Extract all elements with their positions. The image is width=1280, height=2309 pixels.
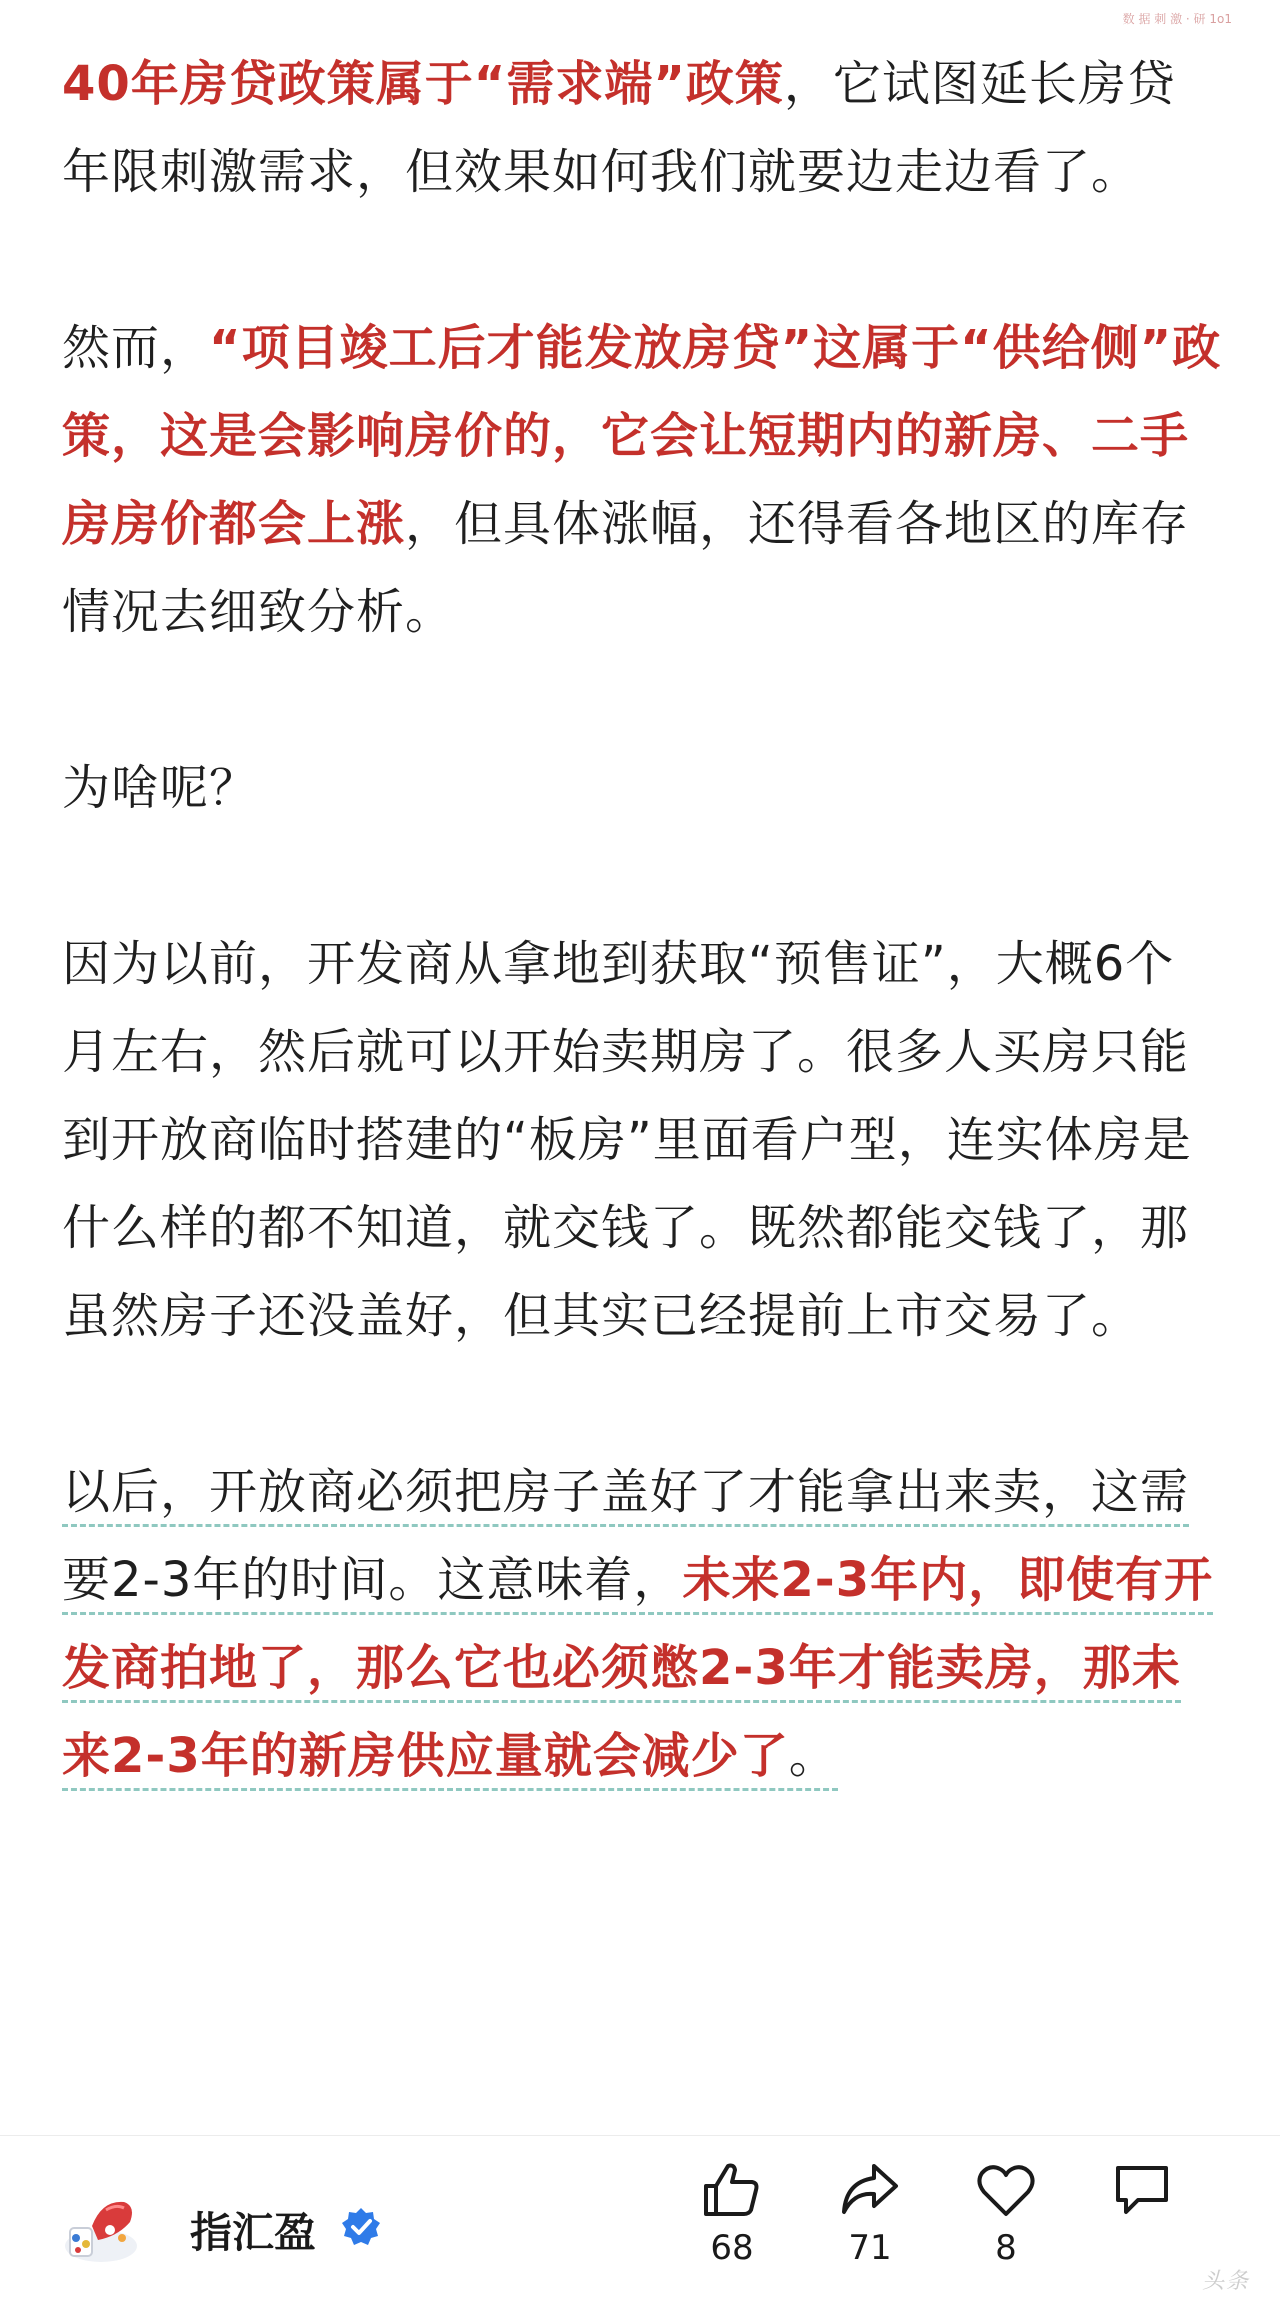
paragraph-text: ，它试图延长房贷年限刺激需求，但效果如何我们就要边走边看了。 (62, 56, 1176, 200)
share-icon (838, 2160, 902, 2220)
comment-button[interactable] (1092, 2160, 1192, 2228)
comment-icon (1110, 2160, 1174, 2220)
author-name[interactable]: 指汇盈 (190, 2208, 317, 2257)
heart-icon (974, 2160, 1038, 2220)
highlight-text: 40年房贷政策属于“需求端”政策 (62, 56, 784, 112)
footer-divider (0, 2135, 1280, 2136)
watermark-bottom: 头条 (1201, 2269, 1250, 2294)
article-body (62, 40, 1222, 1800)
like-button[interactable] (682, 2160, 782, 2268)
favorite-button[interactable] (956, 2160, 1056, 2268)
highlight-text: 未来2-3年内，即使有开发商拍地了，那么它也必须憋2-3年才能卖房，那未来2-3年的新房供应量就会减少了 (62, 1552, 1214, 1784)
paragraph-4: 因为以前，开发商从拿地到获取“预售证”，大概6个月左右，然后就可以开始卖期房了。很多人买房只能到开放商临时搭建的“板房”里面看户型，连实体房是什么样的都不知道，就交钱了。既然都能交钱了，那虽然房子还没盖好，但其实已经提前上市交易了。 (62, 936, 1192, 1344)
paragraph-text: 以后，开放商必须把房子盖好了才能拿出来卖，这需要2-3年的时间。这意味着， (62, 1464, 1190, 1608)
verified-badge-icon (340, 2206, 382, 2248)
share-button[interactable] (820, 2160, 920, 2268)
paragraph-5 (62, 1448, 1222, 1800)
thumbs-up-icon (700, 2160, 764, 2220)
post-footer (0, 2140, 1280, 2309)
watermark-top: 数 据 刺 激 · 研 1o1 (1122, 12, 1232, 26)
share-count: 71 (848, 2228, 892, 2268)
paragraph-text: 。 (788, 1728, 838, 1784)
like-count: 68 (710, 2228, 754, 2268)
paragraph-1 (62, 40, 1222, 216)
underlined-text (62, 1464, 1213, 1791)
paragraph-3: 为啥呢？ (62, 760, 259, 816)
highlight-text: “项目竣工后才能发放房贷”这属于“供给侧”政策，这是会影响房价的，它会让短期内的新房、二手房房价都会上涨 (62, 320, 1222, 552)
paragraph-text: 然而， (62, 320, 210, 376)
paragraph-2 (62, 304, 1222, 656)
favorite-count: 8 (995, 2228, 1017, 2268)
avatar[interactable] (62, 2188, 140, 2266)
paragraph-text: ，但具体涨幅，还得看各地区的库存情况去细致分析。 (62, 496, 1190, 640)
